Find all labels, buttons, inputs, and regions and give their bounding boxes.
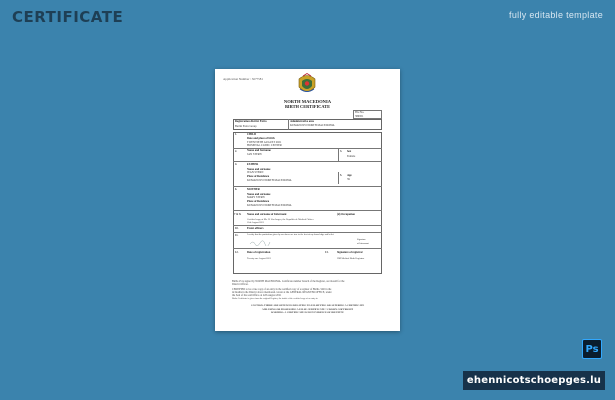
- footer-line-3: CERTIFIED to be a true copy of an entry in the certified copy of a register of Births. Still in the: [232, 288, 332, 291]
- footer-line-1: Births 25 is signed by NORTH MACEDONIA. Certificate number branch of the Register, our mould for the: [232, 280, 345, 283]
- footer-line-5: the Seal of the said Office on 22th August 2021: [232, 294, 282, 297]
- registration-label: Registration district Extra: [235, 120, 267, 123]
- registration-value: Berlin Extra Group: [235, 125, 257, 128]
- page-title: CERTIFICATE: [12, 8, 124, 26]
- age-number: 5.: [340, 174, 343, 177]
- father-number: 4.: [235, 163, 238, 166]
- admin-area-value: KUMANOVO NORTH MACEDONIA: [290, 123, 335, 127]
- footer-line-4: in Deaths in the District above mentioned. Given at the GENERAL REGISTER OFFICE, under: [232, 291, 332, 294]
- mother-place-value: KUMANOVO NORTH MACEDONIA: [247, 203, 292, 207]
- divider: [233, 225, 382, 226]
- age-value: 39: [347, 178, 350, 181]
- father-name-label: Name and surname: [247, 168, 271, 171]
- child-place-value: HOSPITAL CLINIC CENTER: [247, 143, 282, 147]
- divider: [338, 148, 339, 161]
- divider: [233, 210, 382, 211]
- watermark-label: ehennicotschoepges.lu: [463, 371, 605, 390]
- child-section: CHILD: [247, 133, 257, 136]
- admin-area-label: Administrative area: [290, 120, 314, 123]
- registrar-value: HM Medical Birth Registrar: [337, 257, 365, 260]
- informant-date: 11th August 2021: [247, 220, 264, 224]
- informant-number: 7 & 8.: [234, 213, 242, 216]
- sex-value: Female: [347, 155, 356, 158]
- registrar-label: Signature of registrar: [337, 251, 363, 254]
- witness-text: I certify that the particulars given by me above are true to the best of my knowledge and belief: [247, 234, 334, 236]
- mother-number: 6.: [235, 188, 238, 191]
- caution-line-3: WARNING: A CERTIFICATE IS NOT EVIDENCE OF IDENTITY.: [270, 311, 345, 314]
- file-no-value: 386951: [355, 114, 364, 118]
- informant-label: Name and surname of Informant: [247, 213, 287, 216]
- mother-name-label: Name and surname: [247, 193, 271, 196]
- father-place-label: Place of Residence: [247, 175, 270, 178]
- certificate-document: [215, 69, 400, 331]
- divider: [233, 161, 382, 162]
- signature-scribble-icon: [249, 240, 271, 246]
- signature-sub: of Informant: [357, 242, 369, 245]
- witness-number: 11.: [235, 234, 239, 237]
- father-name-value: JEAN STERN: [247, 171, 264, 174]
- informant-occupation-label: (d) Occupation: [337, 213, 355, 216]
- footer-line-6: Births Certificate is given from the original Register, the inside of the certified copy of an entry in: [232, 298, 318, 300]
- application-number: Application Number : 3677581: [223, 77, 263, 81]
- sex-number: 3.: [340, 150, 343, 153]
- child-dob-value: TWENTIETH AUGUST 2021: [247, 140, 282, 144]
- reg-date-label: Date of registration: [247, 251, 271, 254]
- father-section: FATHER: [247, 163, 259, 166]
- registrar-number: 13.: [325, 251, 329, 254]
- divider: [233, 186, 382, 187]
- child-dob-label: Date and place of birth: [247, 137, 275, 140]
- caution-line-2: AND USING OR POSSESSING A FALSE CERTIFICATE ©CROWN COPYRIGHT: [261, 307, 354, 311]
- mother-section: MOTHER: [247, 188, 260, 191]
- age-label: Age: [347, 174, 352, 177]
- divider: [338, 172, 339, 184]
- divider: [233, 232, 382, 233]
- child-name-label: Name and Surname: [247, 149, 271, 152]
- file-no-label: File No.: [355, 110, 365, 114]
- certificate-doc-title: BIRTH CERTIFICATE: [284, 104, 331, 109]
- father-place-value: KUMANOVO NORTH MACEDONIA: [247, 178, 292, 182]
- sex-label: Sex: [347, 150, 352, 153]
- reg-date-number: 12.: [235, 251, 239, 254]
- event-label: Event officers: [247, 227, 264, 230]
- coat-of-arms-icon: [296, 73, 318, 97]
- divider: [233, 248, 382, 249]
- child-name-number: 2.: [235, 150, 238, 153]
- photoshop-icon: Ps: [582, 339, 602, 359]
- page-tagline: fully editable template: [509, 10, 603, 20]
- child-number: 1.: [235, 133, 238, 136]
- reg-date-value: Twenty one August 2021: [247, 257, 271, 260]
- footer-line-2: District Officer.: [232, 283, 249, 286]
- caution-line-1: CAUTION: THERE ARE OFFENCES RELATING TO FALSIFYING OR ALTERING A CERTIFICATE: [250, 304, 365, 307]
- informant-text: Certified copy of Mr. H. Van Jorgen, the Republic de Medical Officer: [247, 217, 314, 221]
- mother-place-label: Place of Residence: [247, 200, 270, 203]
- event-number: 10.: [235, 227, 239, 230]
- divider: [288, 119, 289, 130]
- child-name-value: JAN STERN: [247, 153, 262, 156]
- mother-name-value: MARY STERN: [247, 196, 265, 199]
- certificate-country: NORTH MACEDONIA: [283, 99, 332, 104]
- signature-label: Signature: [357, 239, 366, 241]
